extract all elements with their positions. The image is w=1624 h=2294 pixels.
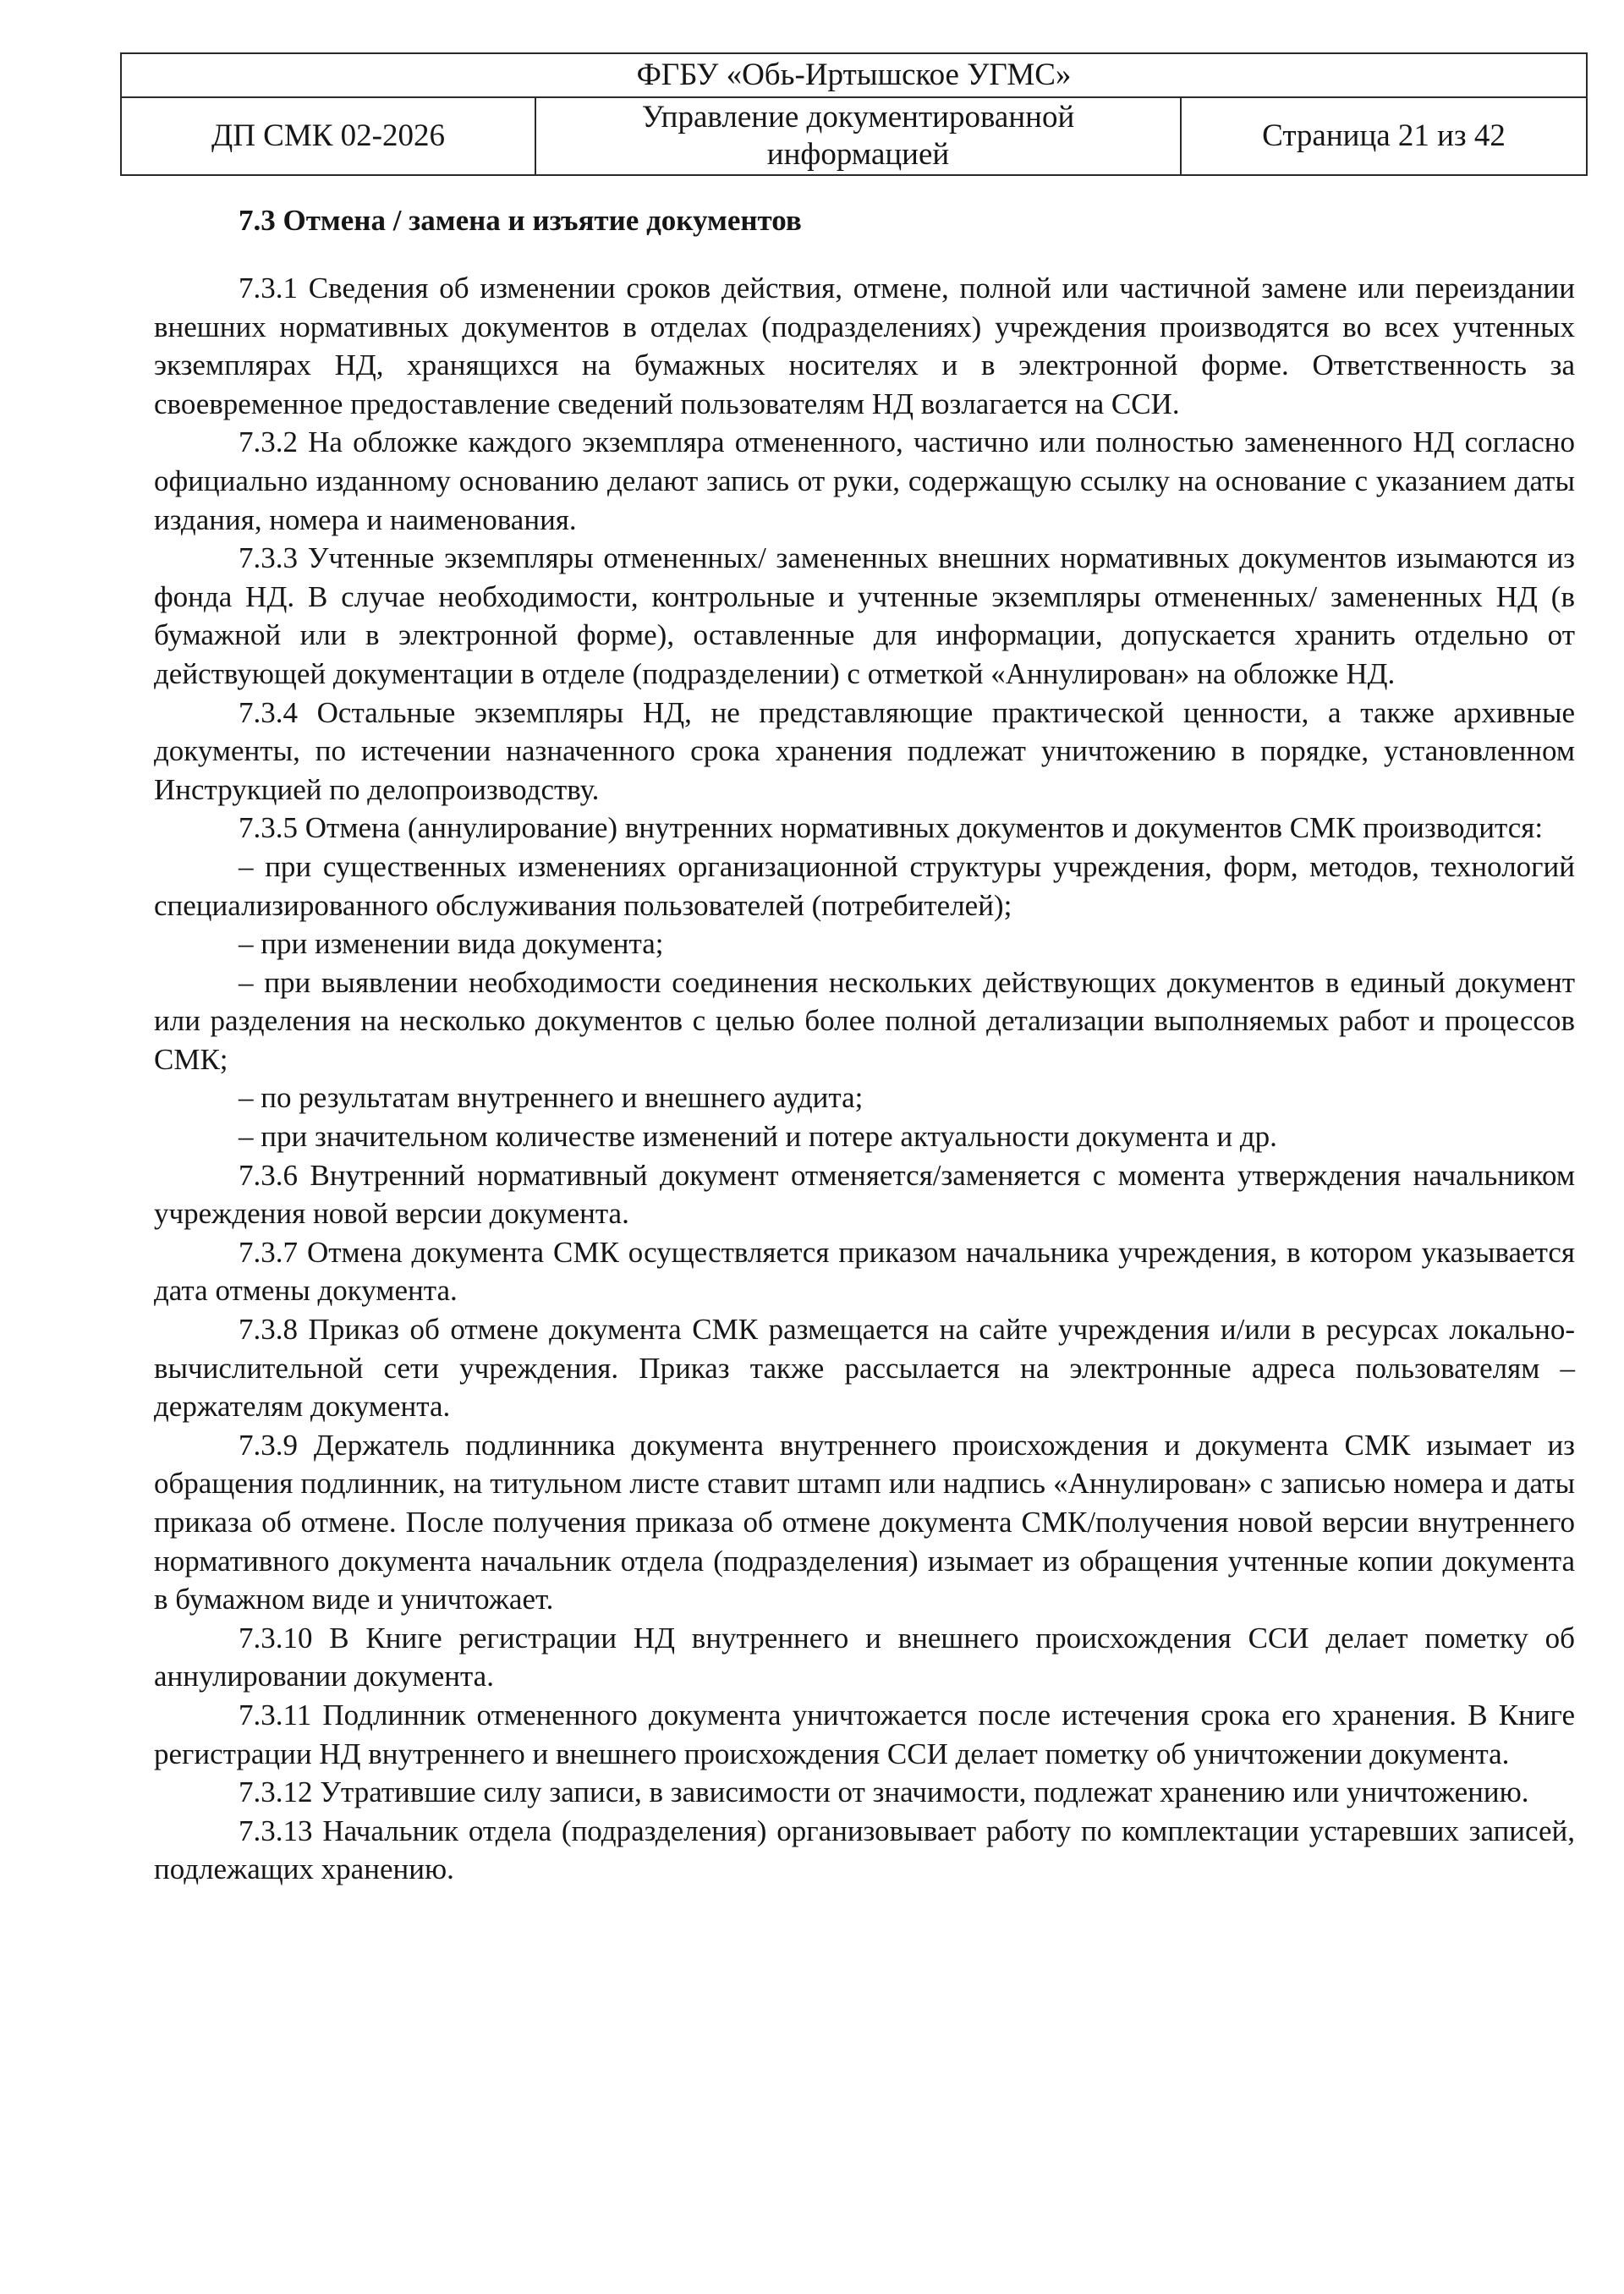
document-title-line-1: Управление документированной <box>641 100 1075 134</box>
document-code: ДП СМК 02-2026 <box>121 97 535 175</box>
document-title <box>535 97 1181 175</box>
organization-name: ФГБУ «Обь-Иртышское УГМС» <box>121 53 1587 97</box>
paragraph-7-3-5: 7.3.5 Отмена (аннулирование) внутренних нормативных документов и документов СМК производится: <box>239 811 1544 845</box>
list-item: – по результатам внутреннего и внешнего аудита; <box>239 1081 864 1115</box>
page-number: Страница 21 из 42 <box>1181 97 1587 175</box>
header-table <box>120 52 1588 176</box>
paragraph-7-3-11: 7.3.11 Подлинник отмененного документа уничтожается после истечения срока его хранения. В Книге регистрации НД внутреннего и внешнего происхождения ССИ делает пометку об уничтожении документа. <box>154 1698 1575 1770</box>
document-body <box>154 201 1575 1889</box>
paragraph-7-3-3: 7.3.3 Учтенные экземпляры отмененных/ замененных внешних нормативных документов изымаются из фонда НД. В случае необходимости, контрольные и учтенные экземпляры отмененных/ замененных НД (в бумажной или в электронной форме), оставленные для информации, допускается хранить отдельно от действующей документации в отделе (подразделении) с отметкой «Аннулирован» на обложке НД. <box>154 541 1575 690</box>
paragraph-7-3-12: 7.3.12 Утратившие силу записи, в зависимости от значимости, подлежат хранению или уничтожению. <box>239 1775 1529 1809</box>
list-item: – при выявлении необходимости соединения нескольких действующих документов в единый документ или разделения на несколько документов с целью более полной детализации выполняемых работ и процессов СМК; <box>154 965 1575 1076</box>
paragraph-7-3-6: 7.3.6 Внутренний нормативный документ отменяется/заменяется с момента утверждения начальником учреждения новой версии документа. <box>154 1158 1575 1231</box>
paragraph-7-3-9: 7.3.9 Держатель подлинника документа внутреннего происхождения и документа СМК изымает из обращения подлинник, на титульном листе ставит штамп или надпись «Аннулирован» с записью номера и даты приказа об отмене. После получения приказа об отмене документа СМК/получения новой версии внутреннего нормативного документа начальник отдела (подразделения) изымает из обращения учтенные копии документа в бумажном виде и уничтожает. <box>154 1428 1575 1616</box>
paragraph-7-3-1: 7.3.1 Сведения об изменении сроков действия, отмене, полной или частичной замене или переиздании внешних нормативных документов в отделах (подразделениях) учреждения производятся во всех учтенных экземплярах НД, хранящихся на бумажных носителях и в электронной форме. Ответственность за своевременное предоставление сведений пользователям НД возлагается на ССИ. <box>154 272 1575 420</box>
document-title-line-2: информацией <box>766 137 950 172</box>
paragraph-7-3-4: 7.3.4 Остальные экземпляры НД, не представляющие практической ценности, а также архивные документы, по истечении назначенного срока хранения подлежат уничтожению в порядке, установленном Инструкцией по делопроизводству. <box>154 695 1575 806</box>
list-item: – при значительном количестве изменений и потере актуальности документа и др. <box>239 1120 1277 1154</box>
paragraph-7-3-2: 7.3.2 На обложке каждого экземпляра отмененного, частично или полностью замененного НД согласно официально изданному основанию делают запись от руки, содержащую ссылку на основание с указанием даты издания, номера и наименования. <box>154 425 1575 536</box>
section-title: 7.3 Отмена / замена и изъятие документов <box>239 204 802 237</box>
paragraph-7-3-10: 7.3.10 В Книге регистрации НД внутреннего и внешнего происхождения ССИ делает пометку об аннулировании документа. <box>154 1621 1575 1693</box>
paragraph-7-3-13: 7.3.13 Начальник отдела (подразделения) организовывает работу по комплектации устаревших записей, подлежащих хранению. <box>154 1814 1575 1886</box>
paragraph-7-3-8: 7.3.8 Приказ об отмене документа СМК размещается на сайте учреждения и/или в ресурсах локально-вычислительной сети учреждения. Приказ также рассылается на электронные адреса пользователям – держателям документа. <box>154 1313 1575 1424</box>
list-item: – при изменении вида документа; <box>239 927 664 961</box>
list-item: – при существенных изменениях организационной структуры учреждения, форм, методов, технологий специализированного обслуживания пользователей (потребителей); <box>154 849 1575 922</box>
paragraph-7-3-7: 7.3.7 Отмена документа СМК осуществляется приказом начальника учреждения, в котором указывается дата отмены документа. <box>154 1235 1575 1308</box>
